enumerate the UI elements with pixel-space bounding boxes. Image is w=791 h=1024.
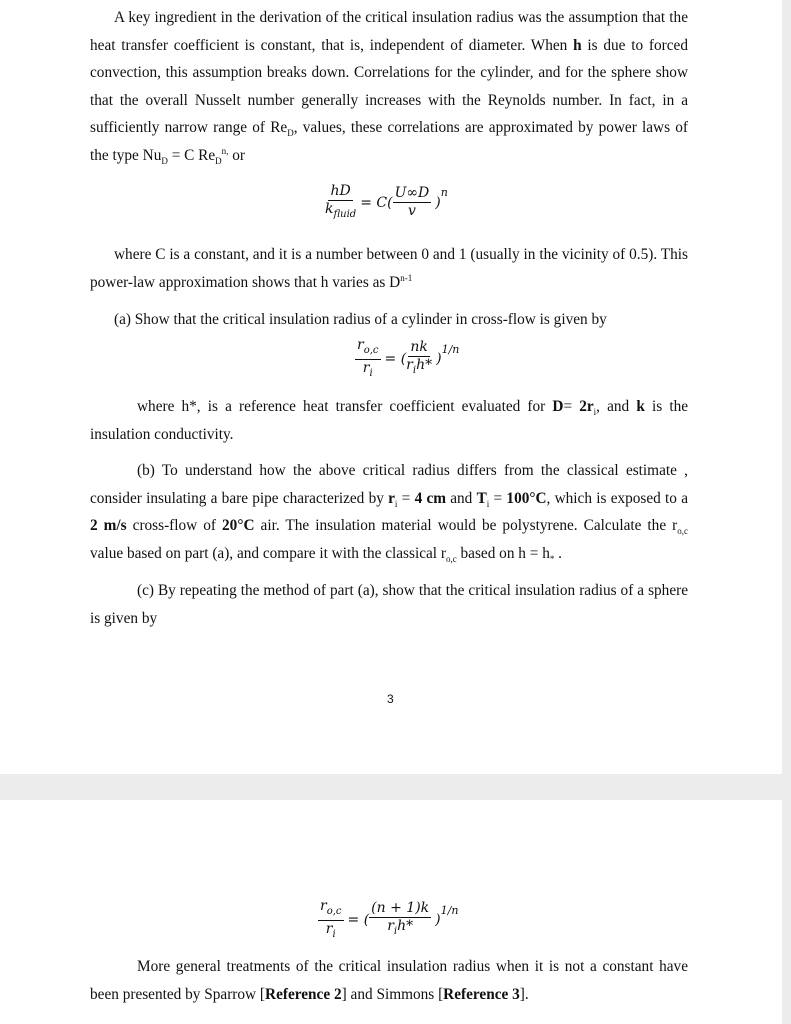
page-number: 3 xyxy=(387,692,394,706)
bold-text: r xyxy=(388,489,395,507)
equation-cylinder-critical-radius xyxy=(355,337,459,382)
numerator xyxy=(355,337,381,360)
paragraph-where-c xyxy=(90,241,688,296)
bold-text: 2 m/s xyxy=(90,517,127,535)
equals: = ( xyxy=(384,351,407,368)
bold-text: k xyxy=(636,398,645,415)
subscript: D xyxy=(215,156,222,167)
text-run: = xyxy=(563,398,580,415)
subscript: i xyxy=(393,926,398,938)
denominator xyxy=(363,360,373,382)
subscript: fluid xyxy=(333,208,357,220)
text-run: = C Re xyxy=(167,146,216,164)
close-paren: ) xyxy=(435,194,441,211)
superscript: n-1 xyxy=(400,272,413,283)
exponent: 1/n xyxy=(440,903,459,917)
r-symbol: r xyxy=(325,920,333,937)
equation-nusselt-power-law xyxy=(325,183,448,223)
text-run: = xyxy=(397,489,415,507)
fraction-lhs xyxy=(355,337,381,382)
text-run: ]. xyxy=(519,985,529,1003)
subscript: D xyxy=(287,128,294,139)
subscript: o,c xyxy=(445,553,457,564)
equation-sphere-critical-radius xyxy=(318,898,458,943)
denominator xyxy=(387,918,413,940)
bold-text: h xyxy=(573,36,582,54)
text-run: or xyxy=(228,146,245,164)
bold-text: T xyxy=(476,489,487,507)
text-run: , and xyxy=(596,398,637,415)
subscript: * xyxy=(549,553,555,564)
r-symbol: r xyxy=(320,898,327,914)
fraction-rhs xyxy=(393,185,432,220)
text-run: cross-flow of xyxy=(126,517,223,535)
text-run: where C is a constant, and it is a number between 0 and 1 (usually in the vicinity of 0.5). This power-law approximation shows that h varies as D xyxy=(90,246,688,291)
close-paren: ) xyxy=(435,912,441,929)
paragraph-closing xyxy=(90,953,688,1008)
denominator xyxy=(325,201,356,223)
subscript: o,c xyxy=(363,344,379,356)
text-run: = xyxy=(489,489,507,507)
h-star: h* xyxy=(416,357,433,374)
bold-text: 2r xyxy=(579,398,594,415)
fraction-rhs xyxy=(369,900,431,940)
denominator xyxy=(326,921,336,943)
paragraph-part-b xyxy=(90,457,688,567)
subscript: i xyxy=(593,407,597,418)
exponent: 1/n xyxy=(441,342,460,356)
denominator: v xyxy=(407,203,416,220)
text-run: and xyxy=(446,489,477,507)
subscript: i xyxy=(332,928,336,940)
text-run: based on h = h xyxy=(456,544,550,562)
text-run: More general treatments of the critical insulation radius when it is not a constant have been presented by Sparrow [ xyxy=(90,958,688,1003)
numerator: nk xyxy=(410,339,428,356)
numerator: U∞D xyxy=(394,185,430,202)
fraction-lhs xyxy=(325,183,356,223)
subscript: D xyxy=(161,156,168,167)
text-run: air. The insulation material would be polystyrene. Calculate the r xyxy=(254,517,678,535)
text-run: (a) Show that the critical insulation radius of a cylinder in cross-flow is given by xyxy=(114,311,607,328)
r-symbol: r xyxy=(387,918,394,935)
bold-text: D xyxy=(552,398,564,415)
numerator: hD xyxy=(330,183,351,199)
bold-text: 4 cm xyxy=(414,489,446,507)
exponent: n xyxy=(440,186,448,200)
subscript: i xyxy=(369,367,373,379)
bold-text: Reference 2 xyxy=(265,985,342,1003)
h-star: h* xyxy=(397,918,414,935)
paragraph-part-c xyxy=(90,577,688,632)
equals-c: = C( xyxy=(360,194,393,211)
superscript: n, xyxy=(221,145,229,156)
r-symbol: r xyxy=(406,357,413,374)
bold-text: 20°C xyxy=(222,517,255,535)
subscript: o,c xyxy=(326,905,342,917)
equals: = ( xyxy=(347,912,370,929)
close-paren: ) xyxy=(436,351,442,368)
text-run: value based on part (a), and compare it with the classical r xyxy=(90,544,446,562)
text-run: is the insulation conductivity. xyxy=(90,398,689,443)
numerator xyxy=(318,898,344,921)
paragraph-intro xyxy=(90,4,688,170)
text-run: (c) By repeating the method of part (a), show that the critical insulation radius of a sphere is given by xyxy=(90,582,688,627)
document-page-2 xyxy=(0,800,782,1024)
bold-text: 100°C xyxy=(506,489,547,507)
text-run: (b) To understand how the above critical radius differs from the classical estimate , consider insulating a bare pipe characterized by xyxy=(90,462,688,507)
r-symbol: r xyxy=(357,337,364,353)
subscript: o,c xyxy=(677,526,688,537)
subscript: i xyxy=(412,365,417,377)
paragraph-part-a xyxy=(90,306,688,334)
text-run: A key ingredient in the derivation of the critical insulation radius was the assumption that the heat transfer coefficient is constant, that is, independent of diameter. When xyxy=(90,9,688,54)
paragraph-where-h xyxy=(90,393,688,448)
text-run: is due to forced convection, this assumption breaks down. Correlations for the cylinder, and for the sphere show that the overall Nusselt number generally increases with the Reynolds number. In fact, in a sufficiently narrow range of Re xyxy=(90,36,688,137)
text-run: , which is exposed to a xyxy=(546,489,688,507)
fraction-lhs xyxy=(318,898,344,943)
r-symbol: r xyxy=(362,359,370,376)
numerator: (n + 1)k xyxy=(371,900,430,917)
subscript: i xyxy=(394,498,398,509)
k-symbol: k xyxy=(325,201,334,217)
text-run: ] and Simmons [ xyxy=(341,985,444,1003)
text-run: . xyxy=(554,544,563,562)
subscript: i xyxy=(486,498,490,509)
bold-text: Reference 3 xyxy=(443,985,520,1003)
text-run: where h*, is a reference heat transfer coefficient evaluated for xyxy=(137,398,553,415)
denominator xyxy=(406,357,432,379)
fraction-rhs xyxy=(406,339,432,379)
text-run: , values, these correlations are approximated by power laws of the type Nu xyxy=(90,119,688,164)
